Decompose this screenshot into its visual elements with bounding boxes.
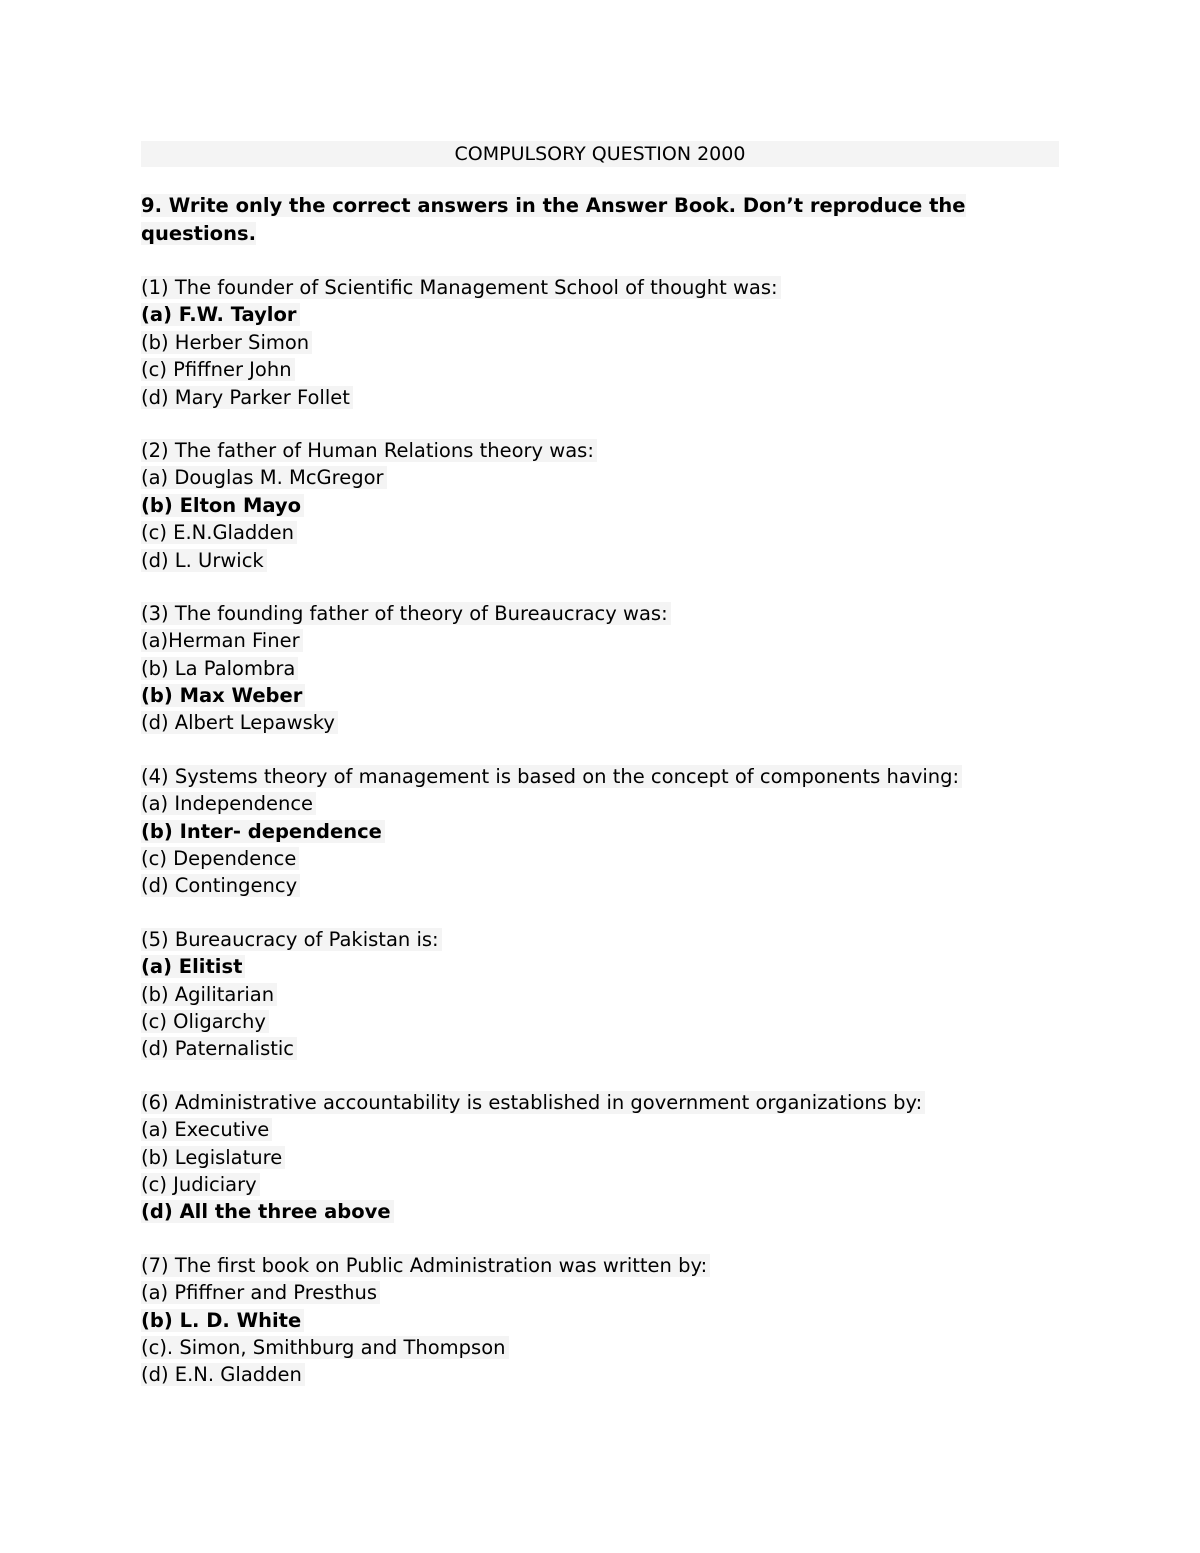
answer-option: [141, 981, 1059, 1008]
answer-option-text: (c) Judiciary: [141, 1173, 260, 1196]
question-prompt-text: (3) The founding father of theory of Bureaucracy was:: [141, 602, 671, 625]
question-block: [141, 926, 1059, 1063]
answer-option-text: (a) Elitist: [141, 955, 245, 978]
question-prompt-text: (7) The first book on Public Administration was written by:: [141, 1254, 710, 1277]
answer-option-text: (b) L. D. White: [141, 1309, 304, 1332]
answer-option-text: (b) Inter- dependence: [141, 820, 385, 843]
correct-answer-option: [141, 1307, 1059, 1334]
answer-option-text: (c) E.N.Gladden: [141, 521, 297, 544]
answer-option-text: (b) Max Weber: [141, 684, 305, 707]
question-block: [141, 437, 1059, 574]
answer-option: [141, 356, 1059, 383]
answer-option-text: (a) Douglas M. McGregor: [141, 466, 387, 489]
answer-option-text: (d) Albert Lepawsky: [141, 711, 338, 734]
answer-option-text: (c) Oligarchy: [141, 1010, 269, 1033]
answer-option-text: (d) Paternalistic: [141, 1037, 297, 1060]
question-block: [141, 600, 1059, 737]
answer-option-text: (c) Pfiffner John: [141, 358, 295, 381]
answer-option-text: (b) Herber Simon: [141, 331, 312, 354]
answer-option: [141, 1171, 1059, 1198]
answer-option-text: (a)Herman Finer: [141, 629, 303, 652]
answer-option-text: (d) Mary Parker Follet: [141, 386, 353, 409]
answer-option-text: (b) Elton Mayo: [141, 494, 304, 517]
answer-option: [141, 1279, 1059, 1306]
page-title: COMPULSORY QUESTION 2000: [141, 141, 1059, 167]
answer-option: [141, 464, 1059, 491]
answer-option: [141, 1334, 1059, 1361]
question-prompt: [141, 274, 1059, 301]
answer-option: [141, 1144, 1059, 1171]
instruction-text: 9. Write only the correct answers in the Answer Book. Don’t reproduce the questions.: [141, 194, 966, 245]
answer-option: [141, 709, 1059, 736]
question-prompt-text: (4) Systems theory of management is based on the concept of components having:: [141, 765, 962, 788]
instruction: [141, 192, 971, 248]
question-prompt-text: (1) The founder of Scientific Management School of thought was:: [141, 276, 781, 299]
answer-option-text: (d) Contingency: [141, 874, 300, 897]
answer-option-text: (d) L. Urwick: [141, 549, 267, 572]
question-prompt-text: (6) Administrative accountability is established in government organizations by:: [141, 1091, 925, 1114]
answer-option: [141, 872, 1059, 899]
answer-option: [141, 519, 1059, 546]
question-block: [141, 1089, 1059, 1226]
answer-option: [141, 655, 1059, 682]
document-page: [141, 141, 1059, 1389]
answer-option-text: (a) Pfiffner and Presthus: [141, 1281, 380, 1304]
answer-option-text: (d) All the three above: [141, 1200, 394, 1223]
question-prompt-text: (2) The father of Human Relations theory was:: [141, 439, 597, 462]
question-list: [141, 274, 1059, 1389]
answer-option: [141, 547, 1059, 574]
answer-option: [141, 845, 1059, 872]
correct-answer-option: [141, 492, 1059, 519]
answer-option-text: (c) Dependence: [141, 847, 299, 870]
correct-answer-option: [141, 682, 1059, 709]
question-prompt: [141, 926, 1059, 953]
answer-option: [141, 329, 1059, 356]
question-prompt: [141, 600, 1059, 627]
answer-option-text: (a) F.W. Taylor: [141, 303, 300, 326]
answer-option: [141, 1035, 1059, 1062]
question-prompt-text: (5) Bureaucracy of Pakistan is:: [141, 928, 442, 951]
answer-option-text: (b) Agilitarian: [141, 983, 277, 1006]
answer-option-text: (b) La Palombra: [141, 657, 298, 680]
answer-option-text: (d) E.N. Gladden: [141, 1363, 305, 1386]
correct-answer-option: [141, 818, 1059, 845]
answer-option-text: (a) Independence: [141, 792, 316, 815]
answer-option-text: (a) Executive: [141, 1118, 272, 1141]
answer-option: [141, 790, 1059, 817]
answer-option: [141, 1116, 1059, 1143]
correct-answer-option: [141, 953, 1059, 980]
question-prompt: [141, 1252, 1059, 1279]
answer-option: [141, 1008, 1059, 1035]
question-block: [141, 274, 1059, 411]
answer-option-text: (c). Simon, Smithburg and Thompson: [141, 1336, 509, 1359]
correct-answer-option: [141, 1198, 1059, 1225]
answer-option: [141, 1361, 1059, 1388]
answer-option-text: (b) Legislature: [141, 1146, 285, 1169]
question-prompt: [141, 1089, 1059, 1116]
question-block: [141, 1252, 1059, 1389]
question-block: [141, 763, 1059, 900]
question-prompt: [141, 763, 1059, 790]
answer-option: [141, 384, 1059, 411]
correct-answer-option: [141, 301, 1059, 328]
answer-option: [141, 627, 1059, 654]
question-prompt: [141, 437, 1059, 464]
